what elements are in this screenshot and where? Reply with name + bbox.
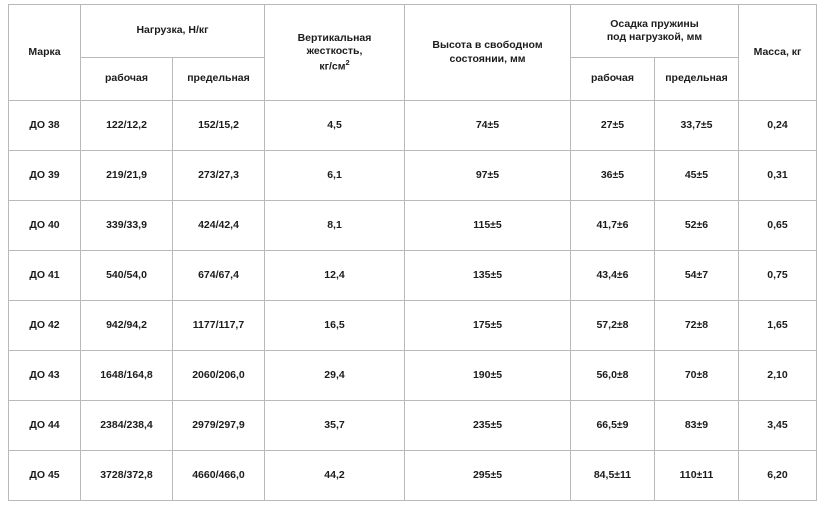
cell-free-height: 74±5 bbox=[405, 101, 571, 151]
cell-load-working: 339/33,9 bbox=[81, 201, 173, 251]
cell-settlement-working: 36±5 bbox=[571, 151, 655, 201]
cell-stiffness: 16,5 bbox=[265, 301, 405, 351]
table-row bbox=[9, 301, 817, 351]
header-mark: Марка bbox=[9, 5, 81, 101]
header-load-group: Нагрузка, Н/кг bbox=[81, 5, 265, 58]
cell-stiffness: 35,7 bbox=[265, 401, 405, 451]
cell-mass: 1,65 bbox=[739, 301, 817, 351]
cell-load-limit: 674/67,4 bbox=[173, 251, 265, 301]
header-settlement-working: рабочая bbox=[571, 58, 655, 101]
cell-settlement-limit: 45±5 bbox=[655, 151, 739, 201]
table-row bbox=[9, 251, 817, 301]
cell-load-working: 540/54,0 bbox=[81, 251, 173, 301]
cell-free-height: 295±5 bbox=[405, 451, 571, 501]
cell-load-working: 122/12,2 bbox=[81, 101, 173, 151]
header-stiffness-line2: жесткость, bbox=[306, 44, 363, 57]
cell-load-working: 3728/372,8 bbox=[81, 451, 173, 501]
table-header bbox=[9, 5, 817, 101]
cell-settlement-working: 57,2±8 bbox=[571, 301, 655, 351]
table-row bbox=[9, 401, 817, 451]
cell-stiffness: 29,4 bbox=[265, 351, 405, 401]
cell-free-height: 190±5 bbox=[405, 351, 571, 401]
header-stiffness-line1: Вертикальная bbox=[297, 31, 372, 44]
cell-mass: 0,65 bbox=[739, 201, 817, 251]
cell-mass: 6,20 bbox=[739, 451, 817, 501]
cell-settlement-working: 41,7±6 bbox=[571, 201, 655, 251]
cell-settlement-working: 56,0±8 bbox=[571, 351, 655, 401]
cell-stiffness: 8,1 bbox=[265, 201, 405, 251]
cell-settlement-limit: 33,7±5 bbox=[655, 101, 739, 151]
cell-settlement-working: 84,5±11 bbox=[571, 451, 655, 501]
cell-free-height: 235±5 bbox=[405, 401, 571, 451]
spring-specification-table bbox=[8, 4, 817, 501]
header-load-working: рабочая bbox=[81, 58, 173, 101]
cell-mass: 2,10 bbox=[739, 351, 817, 401]
cell-settlement-limit: 72±8 bbox=[655, 301, 739, 351]
cell-mark: ДО 41 bbox=[9, 251, 81, 301]
cell-load-working: 2384/238,4 bbox=[81, 401, 173, 451]
table-row bbox=[9, 101, 817, 151]
cell-free-height: 97±5 bbox=[405, 151, 571, 201]
cell-free-height: 175±5 bbox=[405, 301, 571, 351]
cell-load-limit: 424/42,4 bbox=[173, 201, 265, 251]
cell-mass: 0,31 bbox=[739, 151, 817, 201]
header-settlement-limit: предельная bbox=[655, 58, 739, 101]
cell-mark: ДО 38 bbox=[9, 101, 81, 151]
cell-load-limit: 152/15,2 bbox=[173, 101, 265, 151]
header-mass: Масса, кг bbox=[739, 5, 817, 101]
cell-stiffness: 12,4 bbox=[265, 251, 405, 301]
cell-settlement-limit: 70±8 bbox=[655, 351, 739, 401]
table-row bbox=[9, 201, 817, 251]
header-settlement-line1: Осадка пружины bbox=[610, 17, 699, 30]
cell-mass: 0,24 bbox=[739, 101, 817, 151]
cell-mark: ДО 44 bbox=[9, 401, 81, 451]
header-free-height-line2: состоянии, мм bbox=[449, 52, 526, 65]
header-stiffness-line3: кг/см bbox=[319, 60, 346, 73]
cell-mass: 3,45 bbox=[739, 401, 817, 451]
cell-settlement-working: 27±5 bbox=[571, 101, 655, 151]
cell-mark: ДО 39 bbox=[9, 151, 81, 201]
cell-mark: ДО 45 bbox=[9, 451, 81, 501]
table-body bbox=[9, 101, 817, 501]
cell-free-height: 115±5 bbox=[405, 201, 571, 251]
cell-mark: ДО 40 bbox=[9, 201, 81, 251]
table-row bbox=[9, 451, 817, 501]
cell-settlement-working: 43,4±6 bbox=[571, 251, 655, 301]
cell-load-limit: 1177/117,7 bbox=[173, 301, 265, 351]
cell-stiffness: 6,1 bbox=[265, 151, 405, 201]
header-settlement-group bbox=[571, 5, 739, 58]
table-row bbox=[9, 151, 817, 201]
cell-mark: ДО 42 bbox=[9, 301, 81, 351]
cell-load-working: 942/94,2 bbox=[81, 301, 173, 351]
cell-settlement-limit: 110±11 bbox=[655, 451, 739, 501]
cell-mass: 0,75 bbox=[739, 251, 817, 301]
cell-stiffness: 44,2 bbox=[265, 451, 405, 501]
header-load-limit: предельная bbox=[173, 58, 265, 101]
cell-load-limit: 273/27,3 bbox=[173, 151, 265, 201]
table-row bbox=[9, 351, 817, 401]
header-stiffness bbox=[265, 5, 405, 101]
cell-load-limit: 2060/206,0 bbox=[173, 351, 265, 401]
cell-settlement-limit: 52±6 bbox=[655, 201, 739, 251]
header-free-height bbox=[405, 5, 571, 101]
cell-load-working: 1648/164,8 bbox=[81, 351, 173, 401]
cell-free-height: 135±5 bbox=[405, 251, 571, 301]
cell-settlement-limit: 83±9 bbox=[655, 401, 739, 451]
header-row-top bbox=[9, 5, 817, 58]
cell-settlement-working: 66,5±9 bbox=[571, 401, 655, 451]
cell-load-limit: 4660/466,0 bbox=[173, 451, 265, 501]
cell-mark: ДО 43 bbox=[9, 351, 81, 401]
header-stiffness-exponent: 2 bbox=[345, 57, 350, 67]
cell-load-limit: 2979/297,9 bbox=[173, 401, 265, 451]
cell-load-working: 219/21,9 bbox=[81, 151, 173, 201]
header-free-height-line1: Высота в свободном bbox=[432, 39, 543, 52]
cell-settlement-limit: 54±7 bbox=[655, 251, 739, 301]
header-settlement-line2: под нагрузкой, мм bbox=[606, 31, 703, 43]
cell-stiffness: 4,5 bbox=[265, 101, 405, 151]
